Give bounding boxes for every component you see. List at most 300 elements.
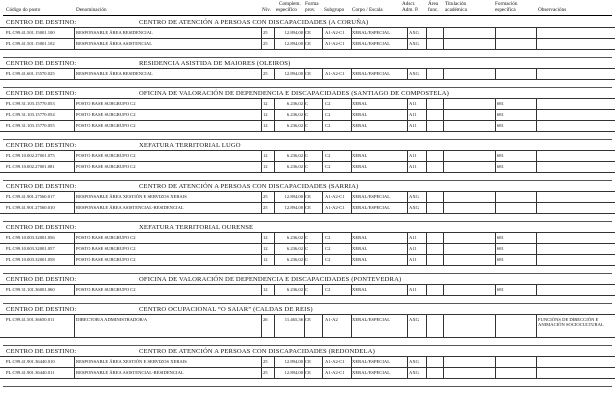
- table-row: [0, 356, 615, 368]
- header-adscr-top: Adscr.: [402, 1, 416, 7]
- table-row: [0, 150, 615, 162]
- cell-adscripcion: AXG: [409, 359, 419, 364]
- column-divider: [407, 368, 408, 378]
- cell-subgrupo: C2: [325, 112, 331, 117]
- cell-code: PL.C99.41.901.27560.010: [6, 205, 55, 210]
- column-divider: [261, 285, 262, 295]
- column-divider: [536, 99, 537, 109]
- cell-nivel: 26: [263, 317, 268, 322]
- header-titulacion-bottom: académica: [445, 7, 467, 13]
- column-divider: [426, 28, 427, 38]
- section-name: CENTRO OCUPACIONAL “O SAIAR” (CALDAS DE REIS): [139, 306, 313, 313]
- column-divider: [495, 233, 496, 243]
- column-divider: [426, 121, 427, 131]
- cell-forma: C: [305, 112, 309, 117]
- cell-corpo: XERAL: [352, 164, 368, 169]
- cell-complemento: 12.894,00: [284, 205, 303, 210]
- cell-complemento: 12.894,00: [284, 359, 303, 364]
- section-title: [0, 276, 615, 284]
- cell-denominacion: POSTO BASE SUBGRUPO C2: [76, 287, 136, 292]
- column-divider: [536, 285, 537, 295]
- section-name: OFICINA DE VALORACIÓN DE DEPENDENCIA E DISCAPACIDADES (SANTIAGO DE COMPOSTELA): [139, 90, 449, 97]
- column-divider: [443, 99, 444, 109]
- cell-forma: CE: [305, 317, 311, 322]
- header-divider: [3, 15, 612, 16]
- section-block: [0, 306, 615, 346]
- cell-adscripcion: A11: [409, 287, 417, 292]
- column-divider: [443, 357, 444, 367]
- column-divider: [495, 151, 496, 161]
- column-divider: [443, 255, 444, 265]
- column-divider: [74, 162, 75, 172]
- column-divider: [536, 39, 537, 49]
- column-divider: [495, 368, 496, 378]
- column-divider: [322, 255, 323, 265]
- table-row: [0, 162, 615, 173]
- column-divider: [443, 110, 444, 120]
- column-divider: [443, 203, 444, 213]
- section-block: [0, 224, 615, 274]
- header-area-top: Área: [428, 1, 439, 7]
- cell-formacion: 681: [497, 257, 504, 262]
- column-divider: [261, 357, 262, 367]
- cell-adscripcion: A11: [409, 153, 417, 158]
- column-divider: [536, 315, 537, 337]
- cell-corpo: XERAL: [352, 101, 368, 106]
- header-corpo: Corpo / Escala: [352, 7, 383, 13]
- column-divider: [274, 99, 275, 109]
- cell-formacion: 681: [497, 164, 504, 169]
- cell-denominacion: POSTO BASE SUBGRUPO C2: [76, 153, 136, 158]
- header-forma-top: Forma: [305, 1, 319, 7]
- column-divider: [495, 285, 496, 295]
- column-divider: [426, 285, 427, 295]
- cell-subgrupo: C2: [325, 235, 331, 240]
- column-divider: [443, 233, 444, 243]
- cell-formacion: 681: [497, 112, 504, 117]
- column-divider: [322, 110, 323, 120]
- cell-code: PL.C99.41.501.36650.011: [6, 317, 55, 322]
- column-divider: [407, 99, 408, 109]
- cell-corpo: XERAL: [352, 123, 368, 128]
- section-label: CENTRO DE DESTINO:: [6, 183, 77, 190]
- column-divider: [495, 192, 496, 202]
- cell-nivel: 12: [263, 257, 268, 262]
- column-divider: [426, 151, 427, 161]
- column-divider: [443, 315, 444, 337]
- cell-subgrupo: A1-A2-C1: [325, 205, 345, 210]
- section-name: CENTRO DE ATENCIÓN A PERSOAS CON DISCAPACIDADES (REDONDELA): [139, 348, 375, 355]
- column-divider: [74, 357, 75, 367]
- column-divider: [274, 315, 275, 337]
- section-separator: [3, 214, 612, 222]
- column-divider: [274, 192, 275, 202]
- cell-complemento: 6.236,02: [286, 101, 303, 106]
- column-divider: [261, 368, 262, 378]
- cell-corpo: XERAL: [352, 287, 368, 292]
- cell-nivel: 25: [263, 71, 268, 76]
- cell-denominacion: POSTO BASE SUBGRUPO C2: [76, 101, 136, 106]
- cell-complemento: 12.894,00: [284, 41, 303, 46]
- column-divider: [261, 255, 262, 265]
- column-divider: [74, 285, 75, 295]
- cell-nivel: 12: [263, 164, 268, 169]
- column-divider: [495, 28, 496, 38]
- column-divider: [274, 69, 275, 79]
- column-divider: [495, 315, 496, 337]
- section-label: CENTRO DE DESTINO:: [6, 60, 77, 67]
- header-subgrupo: Subgrupo: [324, 7, 345, 13]
- table-row: [0, 314, 615, 338]
- section-separator: [3, 132, 612, 140]
- column-divider: [261, 244, 262, 254]
- cell-formacion: 681: [497, 153, 504, 158]
- column-divider: [426, 203, 427, 213]
- column-divider: [322, 203, 323, 213]
- column-divider: [322, 28, 323, 38]
- column-divider: [407, 244, 408, 254]
- column-divider: [274, 39, 275, 49]
- cell-subgrupo: A1-A2-C1: [325, 71, 345, 76]
- column-divider: [426, 192, 427, 202]
- column-divider: [536, 151, 537, 161]
- cell-code: PL.C99.41.501.15001.102: [6, 41, 55, 46]
- column-divider: [74, 39, 75, 49]
- section-separator: [3, 173, 612, 181]
- column-divider: [495, 99, 496, 109]
- section-name: CENTRO DE ATENCIÓN A PERSOAS CON DISCAPACIDADES (A CORUÑA): [139, 19, 369, 26]
- cell-nivel: 12: [263, 123, 268, 128]
- cell-denominacion: DIRECTOR/A ADMINISTRADOR/A: [76, 317, 148, 322]
- cell-forma: CE: [305, 205, 311, 210]
- column-divider: [274, 203, 275, 213]
- column-divider: [426, 99, 427, 109]
- column-divider: [261, 151, 262, 161]
- column-divider: [495, 244, 496, 254]
- cell-complemento: 12.894,00: [284, 194, 303, 199]
- header-formacion-bottom: específica: [495, 7, 516, 13]
- section-block: [0, 142, 615, 181]
- column-divider: [261, 203, 262, 213]
- section-title: [0, 183, 615, 191]
- column-divider: [74, 233, 75, 243]
- column-divider: [261, 28, 262, 38]
- header-complem-bottom: específico: [276, 7, 298, 13]
- cell-code: PL.C99.31.103.15770.055: [6, 123, 55, 128]
- cell-complemento: 12.894,00: [284, 30, 303, 35]
- cell-adscripcion: A11: [409, 164, 417, 169]
- cell-code: PL.C99.31.101.36001.060: [6, 287, 55, 292]
- column-divider: [322, 233, 323, 243]
- column-divider: [261, 110, 262, 120]
- cell-forma: C: [305, 123, 309, 128]
- column-divider: [407, 28, 408, 38]
- cell-code: PL.C99.10.002.27001.081: [6, 164, 55, 169]
- column-divider: [495, 69, 496, 79]
- section-block: [0, 90, 615, 140]
- header-adscr-bottom: Adm. P.: [402, 7, 419, 13]
- cell-forma: CE: [305, 30, 311, 35]
- cell-denominacion: POSTO BASE SUBGRUPO C2: [76, 123, 136, 128]
- column-divider: [74, 69, 75, 79]
- column-divider: [443, 151, 444, 161]
- section-separator: [3, 338, 612, 346]
- column-divider: [536, 233, 537, 243]
- section-label: CENTRO DE DESTINO:: [6, 276, 77, 283]
- column-divider: [426, 315, 427, 337]
- column-divider: [407, 357, 408, 367]
- column-divider: [322, 357, 323, 367]
- column-divider: [536, 69, 537, 79]
- section-label: CENTRO DE DESTINO:: [6, 19, 77, 26]
- cell-code: PL.C99.41.901.27560.017: [6, 194, 55, 199]
- column-divider: [495, 357, 496, 367]
- column-divider: [274, 357, 275, 367]
- cell-subgrupo: A1-A2: [325, 317, 338, 322]
- column-divider: [536, 203, 537, 213]
- column-divider: [274, 368, 275, 378]
- column-divider: [261, 99, 262, 109]
- cell-code: PL.C99.31.103.15770.053: [6, 101, 55, 106]
- column-divider: [407, 255, 408, 265]
- cell-forma: CE: [305, 359, 311, 364]
- column-divider: [407, 285, 408, 295]
- column-divider: [443, 192, 444, 202]
- cell-complemento: 6.236,02: [286, 164, 303, 169]
- cell-subgrupo: C2: [325, 257, 331, 262]
- column-divider: [426, 368, 427, 378]
- section-title: [0, 19, 615, 27]
- header-observacions: Observacións: [538, 7, 567, 13]
- cell-forma: CE: [305, 194, 311, 199]
- cell-subgrupo: A1-A2-C1: [325, 359, 345, 364]
- cell-forma: C: [305, 257, 309, 262]
- cell-subgrupo: A1-A2-C1: [325, 30, 345, 35]
- table-row: [0, 255, 615, 266]
- section-separator: [3, 80, 612, 88]
- cell-subgrupo: C2: [325, 164, 331, 169]
- section-title: [0, 60, 615, 68]
- column-divider: [74, 203, 75, 213]
- column-divider: [274, 110, 275, 120]
- column-divider: [443, 285, 444, 295]
- column-divider: [407, 192, 408, 202]
- column-divider: [322, 192, 323, 202]
- cell-forma: C: [305, 287, 309, 292]
- column-divider: [536, 244, 537, 254]
- cell-denominacion: RESPONSABLE ÁREA RESIDENCIAL: [76, 30, 153, 35]
- cell-subgrupo: C2: [325, 287, 331, 292]
- cell-denominacion: POSTO BASE SUBGRUPO C2: [76, 164, 136, 169]
- column-divider: [322, 121, 323, 131]
- cell-corpo: XERAL/ESPECIAL: [352, 317, 391, 322]
- column-divider: [443, 69, 444, 79]
- table-row: [0, 368, 615, 379]
- column-divider: [443, 28, 444, 38]
- cell-formacion: 681: [497, 235, 504, 240]
- column-divider: [407, 121, 408, 131]
- cell-subgrupo: C2: [325, 246, 331, 251]
- cell-corpo: XERAL: [352, 246, 368, 251]
- column-divider: [322, 151, 323, 161]
- cell-adscripcion: A11: [409, 246, 417, 251]
- column-divider: [536, 162, 537, 172]
- cell-subgrupo: C2: [325, 123, 331, 128]
- column-divider: [426, 357, 427, 367]
- cell-subgrupo: A1-A2-C1: [325, 194, 345, 199]
- column-divider: [274, 285, 275, 295]
- cell-code: PL.C99.41.901.36440.010: [6, 359, 55, 364]
- column-divider: [274, 151, 275, 161]
- cell-denominacion: POSTO BASE SUBGRUPO C2: [76, 235, 136, 240]
- section-separator: [3, 50, 612, 58]
- cell-adscripcion: AXG: [409, 317, 419, 322]
- cell-denominacion: POSTO BASE SUBGRUPO C2: [76, 257, 136, 262]
- cell-denominacion: RESPONSABLE ÁREA ASISTENCIAL: [76, 41, 153, 46]
- column-divider: [261, 69, 262, 79]
- column-divider: [74, 121, 75, 131]
- column-divider: [443, 39, 444, 49]
- cell-forma: C: [305, 246, 309, 251]
- column-divider: [536, 28, 537, 38]
- table-row: [0, 98, 615, 110]
- column-divider: [322, 368, 323, 378]
- cell-corpo: XERAL/ESPECIAL: [352, 30, 391, 35]
- cell-corpo: XERAL: [352, 153, 368, 158]
- cell-complemento: 11.465,36: [284, 317, 303, 322]
- column-divider: [74, 255, 75, 265]
- column-divider: [426, 233, 427, 243]
- column-divider: [74, 28, 75, 38]
- cell-adscripcion: AXG: [409, 30, 419, 35]
- cell-denominacion: RESPONSABLE ÁREA ASISTENCIAL-RESIDENCIAL: [76, 370, 184, 375]
- section-block: [0, 183, 615, 222]
- cell-code: PL.C99.41.901.36440.011: [6, 370, 55, 375]
- section-title: [0, 306, 615, 314]
- cell-corpo: XERAL/ESPECIAL: [352, 359, 391, 364]
- column-divider: [74, 192, 75, 202]
- column-divider: [274, 255, 275, 265]
- column-divider: [426, 69, 427, 79]
- cell-complemento: 6.236,02: [286, 235, 303, 240]
- cell-forma: C: [305, 101, 309, 106]
- cell-nivel: 12: [263, 153, 268, 158]
- cell-forma: C: [305, 235, 309, 240]
- section-name: CENTRO DE ATENCIÓN A PERSOAS CON DISCAPACIDADES (SARRIA): [139, 183, 359, 190]
- column-divider: [274, 162, 275, 172]
- cell-nivel: 25: [263, 370, 268, 375]
- cell-nivel: 12: [263, 235, 268, 240]
- cell-forma: C: [305, 164, 309, 169]
- header-complem-top: Complem.: [279, 1, 301, 7]
- cell-denominacion: RESPONSABLE ÁREA RESIDENCIAL: [76, 71, 153, 76]
- cell-corpo: XERAL: [352, 235, 368, 240]
- cell-forma: CE: [305, 71, 311, 76]
- cell-forma: C: [305, 153, 309, 158]
- cell-code: PL.C99.10.003.32001.056: [6, 235, 55, 240]
- cell-corpo: XERAL/ESPECIAL: [352, 194, 391, 199]
- table-row: [0, 191, 615, 203]
- column-divider: [74, 110, 75, 120]
- table-row: [0, 244, 615, 255]
- cell-subgrupo: C2: [325, 153, 331, 158]
- column-divider: [322, 162, 323, 172]
- cell-forma: CE: [305, 41, 311, 46]
- cell-complemento: 6.236,02: [286, 246, 303, 251]
- column-divider: [407, 151, 408, 161]
- column-divider: [261, 315, 262, 337]
- column-divider: [426, 244, 427, 254]
- section-block: [0, 19, 615, 58]
- cell-adscripcion: AXG: [409, 71, 419, 76]
- cell-corpo: XERAL/ESPECIAL: [352, 205, 391, 210]
- table-row: [0, 203, 615, 214]
- column-divider: [536, 110, 537, 120]
- section-name: RESIDENCIA ASISTIDA DE MAIORES (OLEIROS): [139, 60, 291, 67]
- cell-corpo: XERAL/ESPECIAL: [352, 41, 391, 46]
- column-divider: [536, 121, 537, 131]
- column-divider: [426, 162, 427, 172]
- header-forma-bottom: prov.: [305, 7, 316, 13]
- section-title: [0, 90, 615, 98]
- column-divider: [495, 39, 496, 49]
- header-nivel: Niv.: [262, 7, 271, 13]
- section-label: CENTRO DE DESTINO:: [6, 306, 77, 313]
- cell-denominacion: RESPONSABLE ÁREA ASISTENCIAL-RESIDENCIAL: [76, 205, 184, 210]
- column-divider: [407, 233, 408, 243]
- column-divider: [322, 244, 323, 254]
- column-divider: [443, 162, 444, 172]
- section-title: [0, 142, 615, 150]
- column-divider: [274, 244, 275, 254]
- cell-complemento: 6.236,02: [286, 257, 303, 262]
- cell-nivel: 12: [263, 112, 268, 117]
- cell-adscripcion: A11: [409, 112, 417, 117]
- section-label: CENTRO DE DESTINO:: [6, 142, 77, 149]
- cell-adscripcion: A11: [409, 257, 417, 262]
- section-label: CENTRO DE DESTINO:: [6, 348, 77, 355]
- cell-observacions: FUNCIÓNS DE DIRECCIÓN E ANIMACIÓN SOCIOCULTURAL: [538, 317, 604, 328]
- cell-adscripcion: A11: [409, 101, 417, 106]
- column-divider: [536, 255, 537, 265]
- table-row: [0, 68, 615, 80]
- section-name: XEFATURA TERRITORIAL OURENSE: [139, 224, 254, 231]
- header-titulacion-top: Titulación: [445, 1, 467, 7]
- column-divider: [74, 151, 75, 161]
- column-divider: [261, 192, 262, 202]
- cell-adscripcion: AXG: [409, 370, 419, 375]
- column-divider: [536, 368, 537, 378]
- column-divider: [443, 121, 444, 131]
- column-divider: [322, 315, 323, 337]
- cell-code: PL.C99.41.501.15001.100: [6, 30, 55, 35]
- section-label: CENTRO DE DESTINO:: [6, 90, 77, 97]
- cell-adscripcion: A11: [409, 123, 417, 128]
- column-divider: [407, 69, 408, 79]
- column-divider: [536, 192, 537, 202]
- column-divider: [426, 110, 427, 120]
- section-block: [0, 276, 615, 304]
- table-row: [0, 39, 615, 50]
- cell-denominacion: RESPONSABLE ÁREA XESTIÓN E SERVIZOS XERAIS: [76, 359, 187, 364]
- cell-complemento: 6.236,02: [286, 123, 303, 128]
- header-area-bottom: func.: [428, 7, 439, 13]
- column-divider: [407, 162, 408, 172]
- cell-corpo: XERAL/ESPECIAL: [352, 71, 391, 76]
- cell-corpo: XERAL: [352, 257, 368, 262]
- cell-complemento: 6.236,02: [286, 112, 303, 117]
- section-block: [0, 348, 615, 387]
